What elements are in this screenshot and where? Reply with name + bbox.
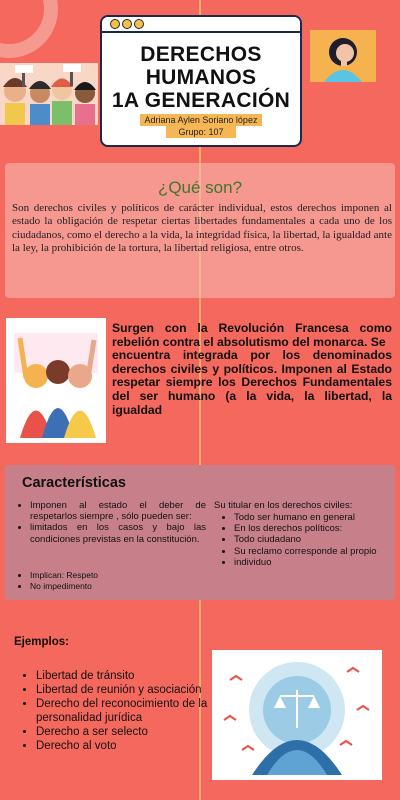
list-item: • individuo [234, 557, 400, 568]
title-line-2: HUMANOS [145, 66, 257, 89]
group-badge: Grupo: 107 [166, 126, 236, 138]
list-item: • Imponen al estado el deber de respetarlos siempre , sólo pueden ser: [30, 500, 206, 522]
list-item: • Su reclamo corresponde al propio [234, 546, 400, 557]
caracteristicas-small-list [18, 570, 206, 591]
justice-illustration [212, 650, 382, 780]
list-item: • Libertad de tránsito [36, 669, 226, 683]
que-son-heading: ¿Qué son? [157, 178, 243, 197]
title-line-1: DERECHOS [140, 43, 262, 66]
crowd-illustration [0, 63, 98, 125]
que-son-text: Son derechos civiles y políticos de carácter individual, estos derechos imponen al estado la obligación de respetar ciertas libertades fundamentales a cada uno de los ciudadanos, como el derecho a la vida, la integridad física, la libertad, la igualdad ante la ley, la prohibición de la tortura, la libertad religiosa, entre otros. [12, 202, 392, 255]
author-badge: Adriana Aylen Soriano lópez [140, 114, 262, 126]
window-dot-icon [122, 19, 132, 29]
list-item: • limitados en los casos y bajo las condiciones previstas en la constitución. [30, 522, 206, 544]
avatar-illustration [310, 30, 376, 82]
ejemplos-heading: Ejemplos: [14, 636, 69, 648]
list-item: • Implican: Respeto [30, 570, 206, 581]
list-item: • Todo ser humano en general [234, 512, 400, 523]
list-item: • Derecho a ser selecto [36, 725, 226, 739]
caracteristicas-heading: Características [22, 475, 126, 491]
caracteristicas-right-list [222, 512, 400, 568]
list-item: • Derecho al voto [36, 739, 226, 753]
origin-line-2: encuentra integrada por los denominados derechos civiles y políticos. Imponen al Estado respetar siempre los Derechos Fundamentales del ser humano (a la vida, la libertad, la igualdad [112, 348, 392, 417]
title-line-3: 1A GENERACIÓN [111, 89, 291, 112]
window-dot-icon [110, 19, 120, 29]
window-bar [102, 17, 300, 33]
origin-line-1: Surgen con la Revolución Francesa como rebelión contra el absolutismo del monarca. Se [112, 321, 392, 349]
title-window [100, 15, 302, 147]
window-dot-icon [134, 19, 144, 29]
origin-text [112, 322, 392, 417]
list-item: • Libertad de reunión y asociación [36, 683, 226, 697]
list-item: • Derecho del reconocimiento de la personalidad jurídica [36, 697, 226, 725]
list-item: • En los derechos políticos: [234, 523, 400, 534]
decorative-ring [0, 0, 58, 58]
list-item: • No impedimento [30, 581, 206, 592]
caracteristicas-left-list [18, 500, 206, 545]
titular-heading: Su titular en los derechos civiles: [214, 500, 353, 511]
ejemplos-list [24, 669, 226, 753]
list-item: • Todo ciudadano [234, 534, 400, 545]
friends-illustration [6, 318, 106, 443]
